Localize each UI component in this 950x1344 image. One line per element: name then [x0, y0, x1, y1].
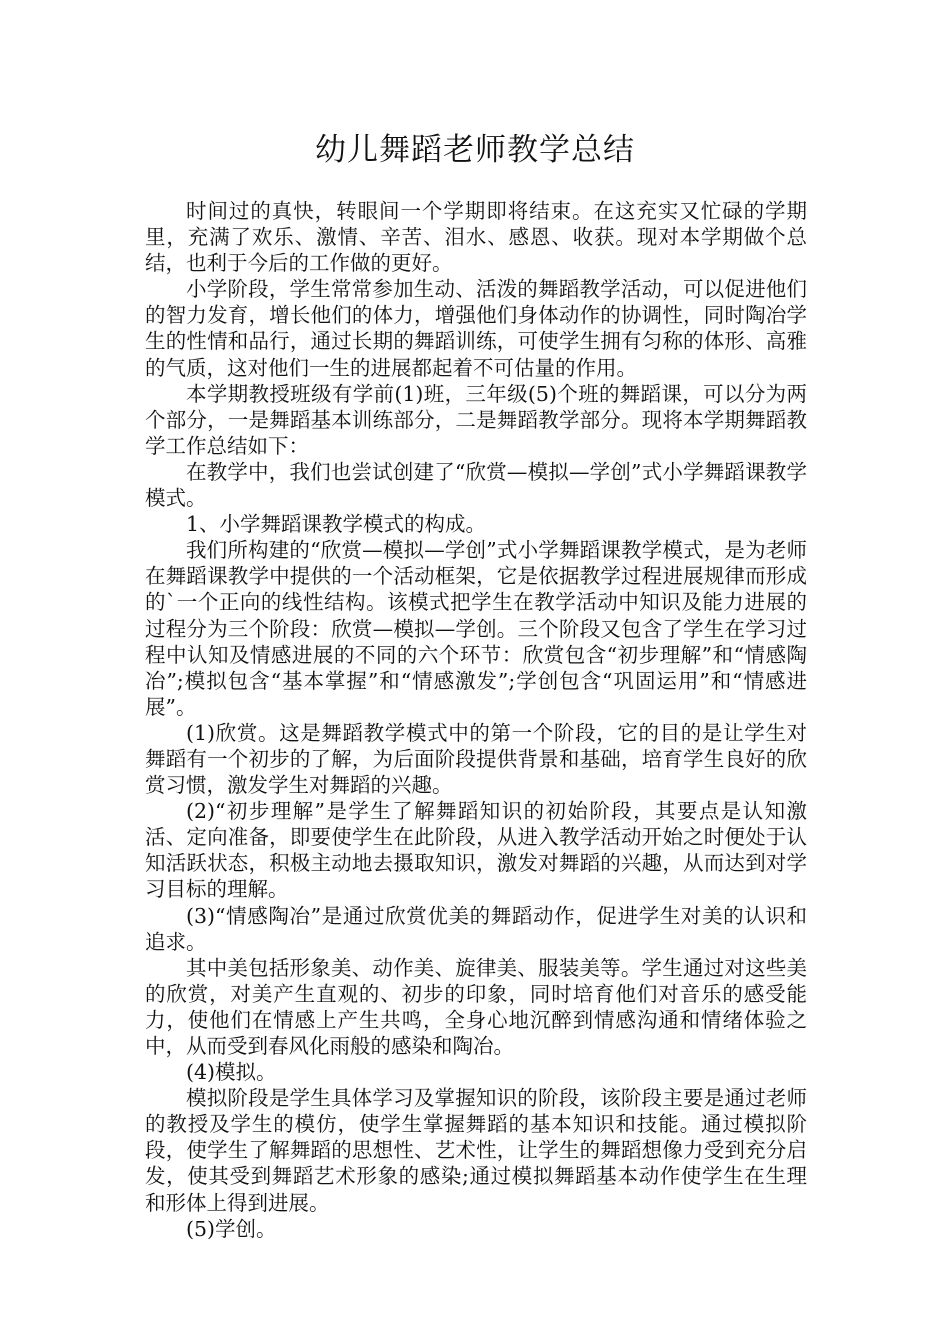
paragraph-primary-stage: 小学阶段，学生常常参加生动、活泼的舞蹈教学活动，可以促进他们的智力发育，增长他们的体力，增强他们身体动作的协调性，同时陶冶学生的性情和品行，通过长期的舞蹈训练，可使学生拥有匀称的体形、高雅的气质，这对他们一生的进展都起着不可估量的作用。	[145, 277, 807, 380]
paragraph-initial-understanding: (2)“初步理解”是学生了解舞蹈知识的初始阶段，其要点是认知激活、定向准备，即要使学生在此阶段，从进入教学活动开始之时便处于认知活跃状态，积极主动地去摄取知识，激发对舞蹈的兴趣，从而达到对学习目标的理解。	[145, 799, 807, 902]
paragraph-beauty: 其中美包括形象美、动作美、旋律美、服装美等。学生通过对这些美的欣赏，对美产生直观的、初步的印象，同时培育他们对音乐的感受能力，使他们在情感上产生共鸣，全身心地沉醉到情感沟通和情绪体验之中，从而受到春风化雨般的感染和陶冶。	[145, 955, 807, 1058]
paragraph-imitation-heading: (4)模拟。	[186, 1060, 277, 1085]
paragraph-mode-structure: 我们所构建的“欣赏—模拟—学创”式小学舞蹈课教学模式，是为老师在舞蹈课教学中提供的一个活动框架，它是依据教学过程进展规律而形成的`一个正向的线性结构。该模式把学生在教学活动中知识及能力进展的过程分为三个阶段：欣赏—模拟—学创。三个阶段又包含了学生在学习过程中认知及情感进展的不同的六个环节：欣赏包含“初步理解”和“情感陶冶”;模拟包含“基本掌握”和“情感激发”;学创包含“巩固运用”和“情感进展”。	[145, 538, 807, 719]
paragraph-intro: 时间过的真快，转眼间一个学期即将结束。在这充实又忙碌的学期里，充满了欢乐、激情、辛苦、泪水、感恩、收获。现对本学期做个总结，也利于今后的工作做的更好。	[145, 199, 807, 276]
paragraph-classes: 本学期教授班级有学前(1)班，三年级(5)个班的舞蹈课，可以分为两个部分，一是舞蹈基本训练部分，二是舞蹈教学部分。现将本学期舞蹈教学工作总结如下：	[145, 381, 807, 458]
document-body	[145, 198, 807, 1242]
paragraph-section-1-heading: 1、小学舞蹈课教学模式的构成。	[186, 512, 487, 537]
paragraph-emotional-cultivation: (3)“情感陶冶”是通过欣赏优美的舞蹈动作，促进学生对美的认识和追求。	[145, 903, 807, 954]
paragraph-teaching-mode: 在教学中，我们也尝试创建了“欣赏—模拟—学创”式小学舞蹈课教学模式。	[145, 459, 807, 511]
document-title: 幼儿舞蹈老师教学总结	[315, 132, 635, 168]
paragraph-appreciation: (1)欣赏。这是舞蹈教学模式中的第一个阶段，它的目的是让学生对舞蹈有一个初步的了解，为后面阶段提供背景和基础，培育学生良好的欣赏习惯，激发学生对舞蹈的兴趣。	[145, 720, 807, 798]
paragraph-creation-heading: (5)学创。	[186, 1216, 277, 1241]
paragraph-imitation: 模拟阶段是学生具体学习及掌握知识的阶段，该阶段主要是通过老师的教授及学生的模仿，使学生掌握舞蹈的基本知识和技能。通过模拟阶段，使学生了解舞蹈的思想性、艺术性，让学生的舞蹈想像力受到充分启发，使其受到舞蹈艺术形象的感染;通过模拟舞蹈基本动作使学生在生理和形体上得到进展。	[145, 1086, 807, 1215]
